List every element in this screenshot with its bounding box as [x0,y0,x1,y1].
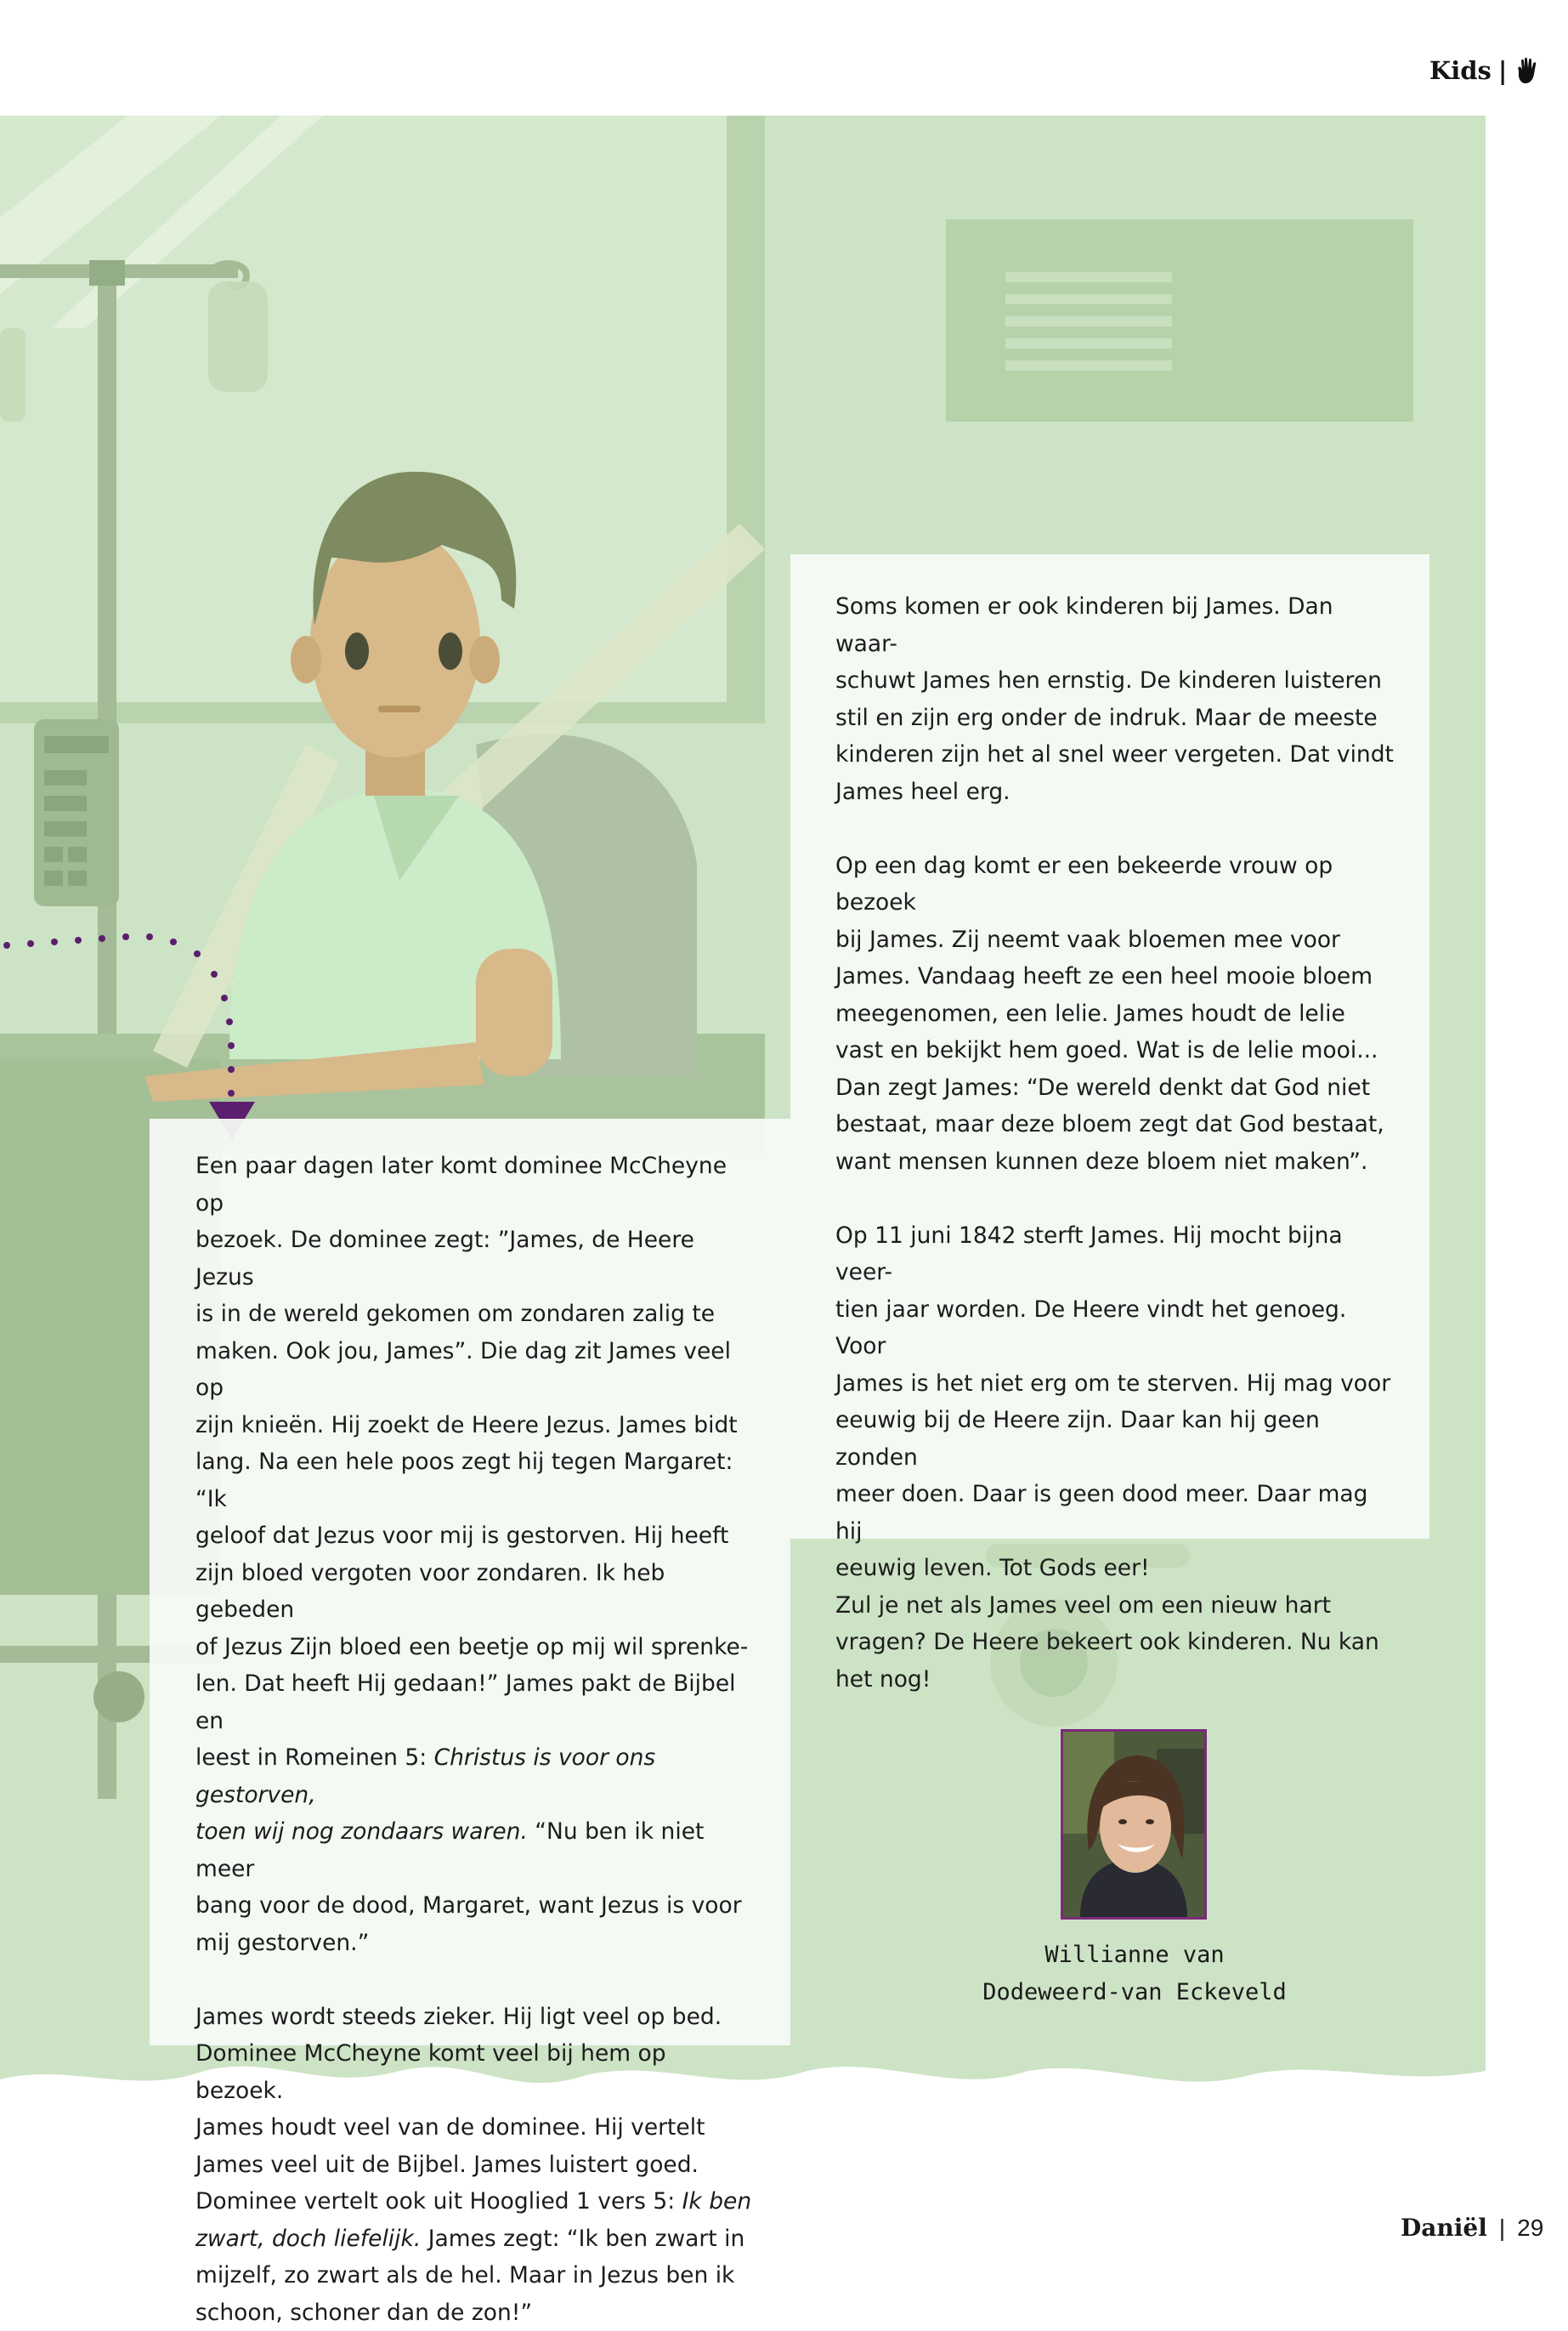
left-paragraph-1 [195,1148,753,1961]
left-p2-text: James wordt steeds zieker. Hij ligt veel op bed. Dominee McCheyne komt veel bij hem op bezoek. James houdt veel van de dominee. Hij vertelt James veel uit de Bijbel. James luistert goed. Dominee vertelt ook uit Hooglied 1 vers 5: [195,2004,722,2215]
bible-quote-song: Ik ben zwart, doch liefelijk. [195,2188,751,2252]
section-tag [1429,56,1539,85]
left-p2-end: James zegt: “Ik ben zwart in mijzelf, zo zwart als de hel. Maar in Jezus ben ik schoon, schoner dan de zon!” [195,2226,744,2326]
right-paragraph-3: Op 11 juni 1842 sterft James. Hij mocht bijna veer- tien jaar worden. De Heere vindt het genoeg. Voor James is het niet erg om te sterven. Hij mag voor eeuwig bij de Heere zijn. Daar kan hij geen zonden meer doen. Daar is geen dood meer. Daar mag hij eeuwig leven. Tot Gods eer! [835,1217,1396,1587]
left-paragraph-2 [195,1999,753,2331]
text-box-left [150,1119,790,2045]
left-p1-end: “Nu ben ik niet meer bang voor de dood, Margaret, want Jezus is voor mij gestorven.” [195,1818,742,1956]
author-name: Willianne van Dodeweerd-van Eckeveld [942,1937,1327,2011]
hand-icon [1514,57,1539,84]
page-footer [1401,2214,1543,2242]
page-number: 29 [1517,2215,1543,2242]
text-box-right [790,554,1429,1539]
right-paragraph-2: Op een dag komt er een bekeerde vrouw op bezoek bij James. Zij neemt vaak bloemen mee voor James. Vandaag heeft ze een heel mooie bloem meegenomen, een lelie. James houdt de lelie vast en bekijkt hem goed. Wat is de lelie mooi... Dan zegt James: “De wereld denkt dat God niet bestaat, maar deze bloem zegt dat God bestaat, want mensen kunnen deze bloem niet maken”. [835,848,1396,1181]
boy-arm [476,949,552,1076]
window-frame [727,116,765,711]
left-p1-text: Een paar dagen later komt dominee McCheyne op bezoek. De dominee zegt: ”James, de Heere Jezus is in de wereld gekomen om zondaren zalig te maken. Ook jou, James”. Die dag zit James veel op zijn knieën. Hij zoekt de Heere Jezus. James bidt lang. Na een hele poos zegt hij tegen Margaret: “Ik geloof dat Jezus voor mij is gestorven. Hij heeft zijn bloed vergoten voor zondaren. Ik heb gebeden of Jezus Zijn bloed een beetje op mij wil sprenke- len. Dat heeft Hij gedaan!” James pakt de Bijbel en leest in Romeinen 5: [195,1153,748,1771]
section-separator: | [1498,56,1508,85]
right-paragraph-1: Soms komen er ook kinderen bij James. Dan waar- schuwt James hen ernstig. De kinderen luisteren stil en zijn erg onder de indruk. Maar de meeste kinderen zijn het al snel weer vergeten. Dat vindt James heel erg. [835,588,1396,810]
footer-separator: | [1499,2215,1505,2242]
author-portrait [1063,1732,1204,1917]
bible-quote-romans: Christus is voor ons gestorven, toen wij nog zondaars waren. [195,1744,655,1845]
section-label: Kids [1429,56,1492,85]
right-paragraph-4: Zul je net als James veel om een nieuw hart vragen? De Heere bekeert ook kinderen. Nu kan het nog! [835,1587,1396,1699]
author-photo [1061,1729,1207,1920]
magazine-name: Daniël [1401,2214,1487,2242]
